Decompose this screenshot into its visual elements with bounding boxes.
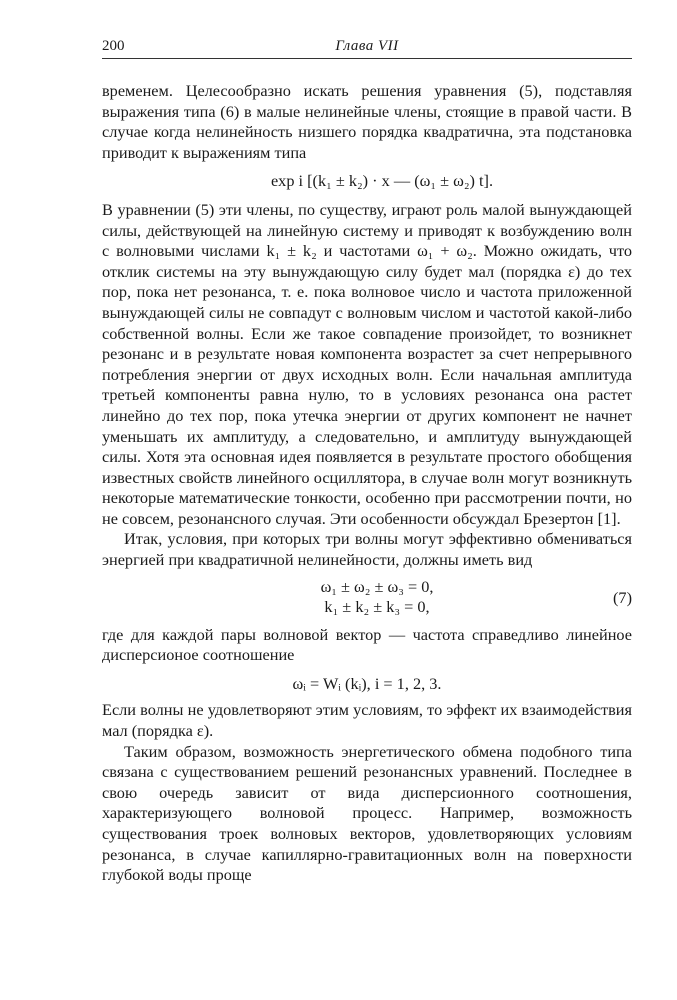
paragraph-5: Если волны не удовлетворяют этим условиям, то эффект их взаимодействия мал (порядка ε). (102, 700, 632, 741)
resonance-frequency-condition: ω₁ ± ω₂ ± ω₃ = 0, (320, 576, 434, 596)
page (102, 38, 632, 886)
page-body (102, 81, 632, 886)
paragraph-6: Таким образом, возможность энергетического обмена подобного типа связана с существованием решений резонансных уравнений. Последнее в свою очередь зависит от вида дисперсионного соотношения, характеризующего волновой процесс. Например, возможность существования троек волновых векторов, удовлетворяющих условиям резонанса, в случае капиллярно-гравитационных волн на поверхности глубокой воды проще (102, 741, 632, 885)
page-header (102, 38, 632, 59)
paragraph-2: В уравнении (5) эти члены, по существу, играют роль малой вынуждающей силы, действующей на линейную систему и приводят к возбуждению волн с волновыми числами k₁ ± k₂ и частотами ω₁ + ω₂. Можно ожидать, что отклик системы на эту вынуждающую силу будет мал (порядка ε) до тех пор, пока нет резонанса, т. е. пока волновое число и частота приложенной вынуждающей силы не совпадут с волновым числом и частотой какой-либо собственной волны. Если же такое совпадение произойдет, то возникнет резонанс и в результате новая компонента возрастет за счет непрерывного потребления энергии от двух исходных волн. Если начальная амплитуда третьей компоненты равна нулю, то в условиях резонанса она растет линейно до тех пор, пока утечка энергии от других компонент не начнет уменьшать их амплитуду, а следовательно, и амплитуду вынуждающей силы. Хотя эта основная идея появляется в результате простого обобщения известных свойств линейного осциллятора, в случае волн могут возникнуть некоторые математические тонкости, особенно при рассмотрении почти, но не совсем, резонансного случая. Эти особенности обсуждал Брезертон [1]. (102, 199, 632, 528)
page-number: 200 (102, 38, 125, 54)
paragraph-4: где для каждой пары волновой вектор — частота справедливо линейное дисперсионое соотношение (102, 624, 632, 665)
chapter-title: Глава VII (335, 38, 399, 54)
resonance-wavevector-condition: k₁ ± k₂ ± k₃ = 0, (324, 597, 430, 617)
formula-exp: exp i [(k₁ ± k₂) · x — (ω₁ ± ω₂) t]. (270, 171, 494, 191)
equation-number: (7) (613, 587, 632, 607)
formula-dispersion: ωᵢ = Wᵢ (kᵢ), i = 1, 2, 3. (292, 673, 442, 693)
paragraph-1: временем. Целесообразно искать решения уравнения (5), подставляя выражения типа (6) в малые нелинейные члены, стоящие в правой части. В случае когда нелинейность низшего порядка квадратична, эта подстановка приводит к выражениям типа (102, 81, 632, 162)
paragraph-3: Итак, условия, при которых три волны могут эффективно обмениваться энергией при квадратичной нелинейности, должны иметь вид (102, 529, 632, 570)
equation-system-7 (102, 577, 632, 619)
